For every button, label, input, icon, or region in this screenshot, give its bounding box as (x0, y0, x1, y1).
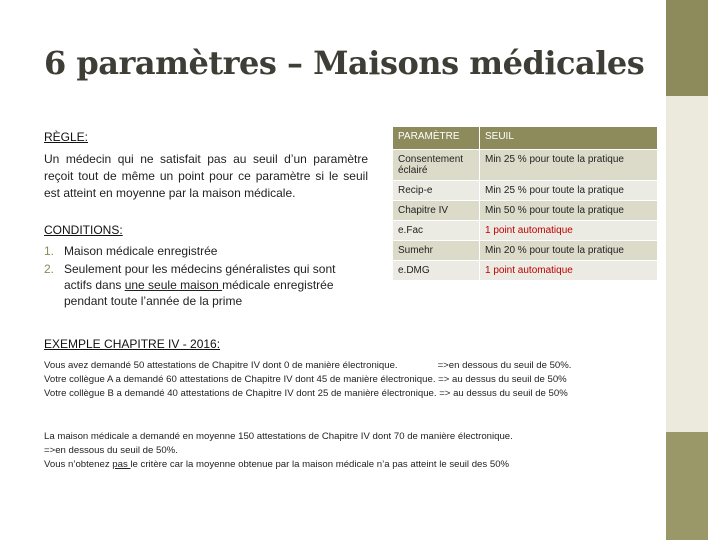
summary-line: La maison médicale a demandé en moyenne 150 attestations de Chapitre IV dont 70 de manière électronique. (44, 431, 513, 442)
param-cell: Chapitre IV (393, 201, 480, 221)
seuil-cell: Min 50 % pour toute la pratique (480, 201, 658, 221)
seuil-cell: Min 20 % pour toute la pratique (480, 241, 658, 261)
summary-line (44, 458, 656, 472)
conditions-heading: CONDITIONS: (44, 223, 123, 237)
condition-text: Maison médicale enregistrée (64, 244, 218, 258)
example-line: Vous avez demandé 50 attestations de Chapitre IV dont 0 de manière électronique. =>en dessous du seuil de 50%. (44, 360, 572, 371)
table-row (393, 181, 657, 201)
rule-heading: RÈGLE: (44, 130, 89, 144)
param-cell: e.DMG (393, 261, 480, 281)
condition-item (44, 261, 364, 309)
table-row (393, 241, 657, 261)
summary-line: =>en dessous du seuil de 50%. (44, 445, 178, 456)
table-row (393, 150, 657, 181)
example-heading: EXEMPLE CHAPITRE IV - 2016: (44, 337, 221, 351)
seuil-cell: 1 point automatique (480, 261, 658, 281)
seuil-cell: Min 25 % pour toute la pratique (480, 150, 658, 181)
example-line: Votre collègue A a demandé 60 attestations de Chapitre IV dont 45 de manière électronique. => au dessus du seuil de 50% (44, 374, 567, 385)
header-parametre: PARAMÈTRE (393, 127, 480, 150)
summary-block (44, 430, 656, 472)
decorative-side-block-top (666, 0, 708, 96)
example-line: Votre collègue B a demandé 40 attestations de Chapitre IV dont 25 de manière électronique. => au dessus du seuil de 50% (44, 388, 568, 399)
table-row (393, 221, 657, 241)
rule-text: Un médecin qui ne satisfait pas au seuil d’un paramètre reçoit tout de même un point pour ce paramètre si le seuil est atteint en moyenne par la maison médicale. (44, 152, 368, 200)
table-row (393, 201, 657, 221)
table-row (393, 261, 657, 281)
param-cell: Consentement éclairé (393, 150, 480, 181)
param-cell: Recip-e (393, 181, 480, 201)
param-cell: Sumehr (393, 241, 480, 261)
decorative-side-block-bottom (666, 432, 708, 540)
summary-underlined: pas (112, 459, 131, 470)
condition-text-pre: Seulement pour les médecins généralistes qui sont actifs dans (64, 262, 336, 292)
example-lines (44, 359, 656, 401)
conditions-list (44, 243, 364, 311)
condition-number: 2. (44, 262, 55, 276)
slide-title: 6 paramètres – Maisons médicales (44, 44, 645, 82)
condition-text (64, 261, 364, 309)
condition-item (44, 243, 364, 259)
summary-post: le critère car la moyenne obtenue par la maison médicale n’a pas atteint le seuil des 50% (130, 459, 510, 470)
condition-text-underlined: une seule maison (124, 278, 223, 292)
condition-text-post: médicale enregistrée pendant toute l’année de la prime (64, 278, 334, 308)
seuil-cell: Min 25 % pour toute la pratique (480, 181, 658, 201)
seuil-cell: 1 point automatique (480, 221, 658, 241)
param-cell: e.Fac (393, 221, 480, 241)
header-seuil: SEUIL (480, 127, 658, 150)
parameters-table (393, 127, 657, 281)
table-header-row (393, 127, 657, 150)
summary-pre: Vous n’obtenez (44, 459, 113, 470)
condition-number: 1. (44, 244, 55, 258)
